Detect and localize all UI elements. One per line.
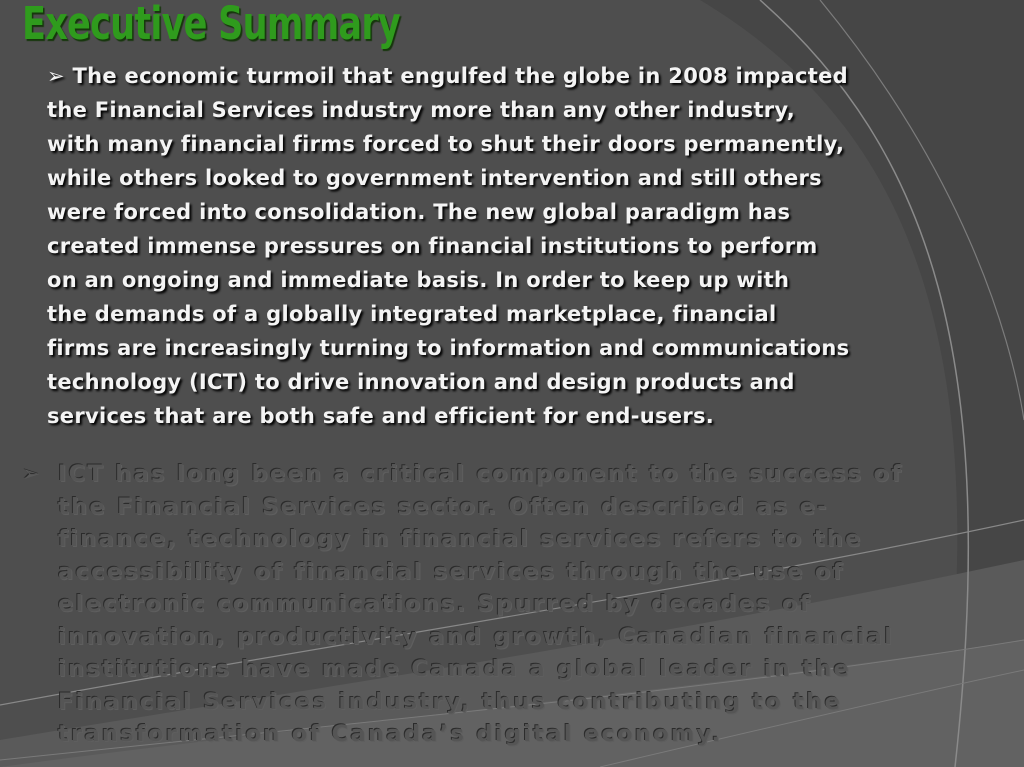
paragraph-line: created immense pressures on financial institutions to perform xyxy=(47,234,818,258)
paragraph-line: services that are both safe and efficient for end-users. xyxy=(47,404,715,428)
paragraph-line: accessibility of financial services through the use of xyxy=(58,558,845,585)
paragraph-line: technology (ICT) to drive innovation and design products and xyxy=(47,370,795,394)
paragraph-line: on an ongoing and immediate basis. In order to keep up with xyxy=(47,268,790,292)
paragraph-line: firms are increasingly turning to information and communications xyxy=(47,336,850,360)
paragraph-line: the Financial Services industry more than any other industry, xyxy=(47,98,796,122)
paragraph-line: Financial Services industry, thus contributing to the xyxy=(58,688,843,715)
paragraph-line: while others looked to government intervention and still others xyxy=(47,166,822,190)
paragraph-line: institutions have made Canada a global leader in the xyxy=(58,656,852,682)
paragraph-line: ICT has long been a critical component to the success of xyxy=(58,461,904,487)
paragraph-line: innovation, productivity and growth, Canadian financial xyxy=(58,623,895,650)
paragraph-line: the demands of a globally integrated marketplace, financial xyxy=(47,302,777,326)
paragraph-line: the Financial Services sector. Often described as e- xyxy=(58,493,829,520)
paragraph-line: electronic communications. Spurred by decades of xyxy=(58,591,812,617)
paragraph-line: finance, technology in financial services refers to the xyxy=(58,526,863,552)
paragraph-line: were forced into consolidation. The new global paradigm has xyxy=(47,200,791,224)
executive-summary-paragraph xyxy=(47,59,1024,433)
paragraph-line: ➢ The economic turmoil that engulfed the globe in 2008 impacted xyxy=(47,64,848,88)
slide-title: Executive Summary xyxy=(22,0,400,50)
bullet-arrow-icon: ➢ xyxy=(22,462,41,487)
paragraph-line: transformation of Canada’s digital economy. xyxy=(58,721,723,747)
paragraph-line: with many financial firms forced to shut their doors permanently, xyxy=(47,132,845,156)
ict-paragraph xyxy=(58,458,1018,751)
